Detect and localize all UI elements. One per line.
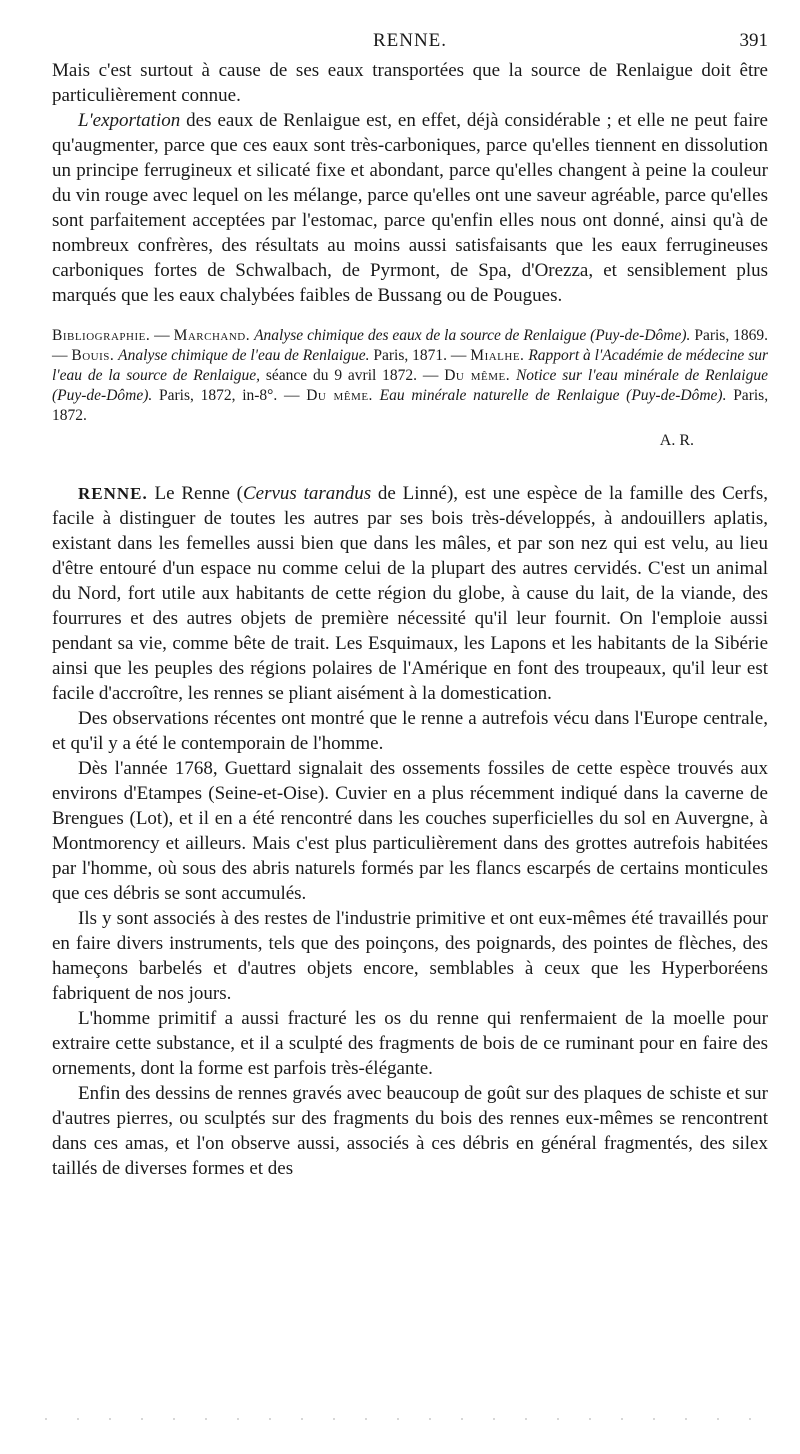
paragraph-guettard: Dès l'année 1768, Guettard signalait des ossements fossiles de cette espèce trouvés aux environs d'Etampes (Seine-et-Oise). Cuvier en a plus récemment indiqué dans la caverne de Brengues (Lot), et il en a été rencontré dans les couches superficielles du sol en Auvergne, à Montmorency et ailleurs. Mais c'est plus particulièrement dans des grottes autrefois habitées par l'homme, où sous des abris naturels formés par les flancs escarpés de certains monticules que ces débris se sont accumulés. — [52, 758, 768, 904]
paragraph-dessins: Enfin des dessins de rennes gravés avec beaucoup de goût sur des plaques de schiste et sur d'autres pierres, ou sculptés sur des fragments du bois des rennes eux-mêmes se rencontrent dans ces amas, et l'on observe aussi, associés à ces débris en général fragmentés, des silex taillés de diverses formes et des — [52, 1083, 768, 1179]
paragraph-industrie: Ils y sont associés à des restes de l'industrie primitive et ont eux-mêmes été travaillés pour en faire divers instruments, tels que des poinçons, des poignards, des pointes de flèches, des hameçons barbelés et d'autres objets encore, semblables à ceux que les Hyperboréens fabriquent de nos jours. — [52, 908, 768, 1004]
running-header — [52, 30, 768, 58]
renne-text: de Linné), est une espèce de la famille des Cerfs, facile à distinguer de toutes les autres par ses bois très-développés, à andouillers aplatis, existant dans les femelles aussi bien que dans les mâles, et par son nez qui est velu, au lieu d'être entouré d'un espace nu comme celui de la plupart des autres cervidés. C'est un animal du Nord, fort utile aux habitants de cette région du globe, à cause du lait, de la viande, des fourrures et des autres objets de première nécessité qu'il leur fournit. On l'emploie aussi pendant sa vie, comme bête de trait. Les Esquimaux, les Lapons et les habitants de la Sibérie ainsi que les peuples des régions polaires de l'Amérique en font des troupeaux, qu'il leur est facile d'accroître, les rennes se pliant aisément à la domestication. — [52, 483, 769, 704]
biblio-ref-3: séance du 9 avril 1872. — — [265, 367, 439, 384]
biblio-ref-5: Paris, 1872. — [52, 387, 769, 424]
biblio-title-3: Rapport à l'Académie de médecine sur l'eau de la source de Renlaigue, — [52, 347, 769, 384]
biblio-title-5: Eau minérale naturelle de Renlaigue (Puy-de-Dôme). — [379, 387, 727, 404]
signature: A. R. — [659, 432, 694, 449]
entry-headword: RENNE. — [78, 484, 148, 503]
running-title: RENNE. — [372, 30, 448, 51]
biblio-author-1: Marchand. — [173, 327, 251, 344]
biblio-title-1: Analyse chimique des eaux de la source de Renlaigue (Puy-de-Dôme). — [254, 327, 691, 344]
bibliography: Bibliographie. — Marchand. Analyse chimique des eaux de la source de Renlaigue (Puy-de-Dôme). Paris, 1869. — Bouis. Analyse chimique de l'eau de Renlaigue. Paris, 1871. — Mialhe. Rapport à l'Académie de médecine sur l'eau de la source de Renlaigue, séance du 9 avril 1872. — Du même. Notice sur l'eau minérale de Renlaigue (Puy-de-Dôme). Paris, 1872, in-8°. — Du même. Eau minérale naturelle de Renlaigue (Puy-de-Dôme). Paris, 1872. — [52, 327, 769, 424]
biblio-author-5: Du même. — [306, 387, 373, 404]
section-gap — [52, 453, 768, 481]
biblio-ref-1: Paris, 1869. — — [52, 327, 769, 364]
paragraph-exportation — [52, 108, 768, 308]
biblio-title-4: Notice sur l'eau minérale de Renlaigue (Puy-de-Dôme). — [52, 367, 768, 404]
bibliography-label: Bibliographie. — [52, 327, 151, 344]
page-body — [52, 58, 768, 1181]
biblio-ref-4: Paris, 1872, in-8°. — — [159, 387, 300, 404]
scan-noise-line — [30, 1416, 770, 1422]
biblio-title-2: Analyse chimique de l'eau de Renlaigue. — [118, 347, 370, 364]
biblio-author-2: Bouis. — [71, 347, 115, 364]
renne-intro: Le Renne ( — [147, 483, 243, 504]
exportation-emphasis: L'exportation — [78, 110, 181, 131]
biblio-author-4: Du même. — [444, 367, 511, 384]
biblio-author-3: Mialhe. — [470, 347, 525, 364]
paragraph-homme-primitif: L'homme primitif a aussi fracturé les os du renne qui renfermaient de la moelle pour extraire cette substance, et il a sculpté des fragments de bois de ce ruminant pour en faire des ornements, dont la forme est parfois très-élégante. — [52, 1008, 768, 1079]
exportation-text: des eaux de Renlaigue est, en effet, déjà considérable ; et elle ne peut faire qu'augmenter, parce que ces eaux sont très-carboniques, parce qu'elles tiennent en dissolution un principe ferrugineux et silicaté fixe et abondant, parce qu'elles changent à peine la couleur du vin rouge avec lequel on les mélange, parce qu'elles ont une saveur agréable, parce qu'elles sont parfaitement acceptées par l'estomac, parce qu'enfin elles nous ont donné, ainsi qu'à de nombreux confrères, des résultats au moins aussi satisfaisants que les eaux ferrugineuses carboniques fortes de Schwalbach, de Pyrmont, de Spa, d'Orezza, et sensiblement plus marqués que les eaux chalybées faibles de Bussang ou de Pougues. — [52, 110, 768, 306]
paragraph-observations: Des observations récentes ont montré que le renne a autrefois vécu dans l'Europe centrale, et qu'il y a été le contemporain de l'homme. — [52, 708, 768, 754]
paragraph-renne-definition — [52, 481, 768, 706]
page-number: 391 — [739, 30, 768, 51]
biblio-ref-2: Paris, 1871. — — [373, 347, 467, 364]
paragraph-export-intro: Mais c'est surtout à cause de ses eaux transportées que la source de Renlaigue doit être particulièrement connue. — [52, 60, 768, 106]
latin-name: Cervus tarandus — [242, 483, 372, 504]
